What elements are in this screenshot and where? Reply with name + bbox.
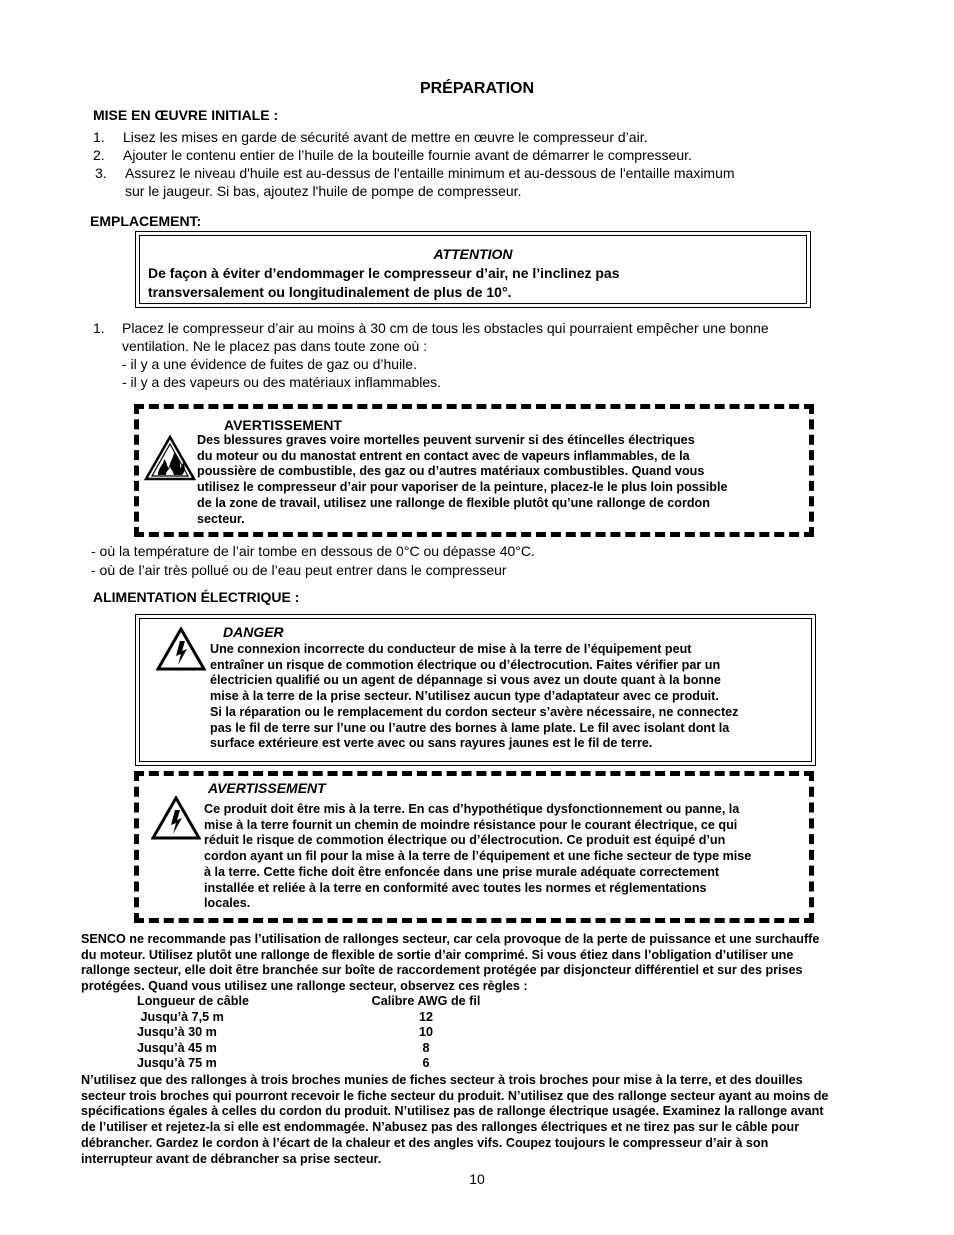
location-item: 1. Placez le compresseur d’air au moins à 30 cm de tous les obstacles qui pourraient empêcher une bonne ventilation. Ne le placez pas dans toute zone où : - il y a une évidence de fuites de gaz ou d’huile. - il y a des vapeurs ou des matériaux inflammables. [93, 320, 769, 390]
fire-warning-icon [144, 435, 196, 481]
table-row [137, 1056, 491, 1072]
table-header: Calibre AWG de fil [371, 994, 481, 1008]
danger-box [135, 614, 816, 766]
table-cell: Jusqu’à 45 m [137, 1040, 217, 1055]
danger-title: DANGER [223, 624, 284, 640]
attention-box [135, 231, 811, 308]
attention-text: De façon à éviter d’endommager le compresseur d’air, ne l’inclinez pas transversalement ou longitudinalement de plus de 10°. [148, 265, 620, 300]
location-condition: - où la température de l’air tombe en dessous de 0°C ou dépasse 40°C. [91, 543, 535, 559]
warning-title: AVERTISSEMENT [224, 417, 342, 433]
extension-cord-paragraph: SENCO ne recommande pas l’utilisation de rallonges secteur, car cela provoque de la perte de puissance et une surchauffe du moteur. Utilisez plutôt une rallonge de flexible de sortie d’air comprimé. Si vous étiez dans l’obligation d’utiliser une rallonge secteur, elle doit être branchée sur boîte de raccordement protégée par disjoncteur différentiel et sur des prises protégées. Quand vous utilisez une rallonge secteur, observez ces règles : [81, 932, 820, 994]
list-item: 3. Assurez le niveau d'huile est au-dessus de l'entaille minimum et au-dessous de l'entaille maximum sur le jaugeur. Si bas, ajoutez l'huile de pompe de compresseur. [95, 165, 735, 199]
table-row [137, 1025, 491, 1041]
attention-title: ATTENTION [433, 246, 513, 262]
page-number: 10 [469, 1171, 485, 1187]
warning-title: AVERTISSEMENT [208, 780, 326, 796]
warning-text: Des blessures graves voire mortelles peuvent survenir si des étincelles électriques du moteur ou du manostat entrent en contact avec de vapeurs inflammables, de la poussière de combustible, des gaz ou d’autres matériaux combustibles. Quand vous utilisez le compresseur d’air pour vaporiser de la peinture, placez-le le plus loin possible de la zone de travail, utilisez une rallonge de flexible plutôt qu’une rallonge de cordon secteur. [197, 433, 728, 526]
table-cell: Jusqu’à 7,5 m [137, 1009, 224, 1024]
section-heading-location: EMPLACEMENT: [90, 213, 202, 229]
list-item: 2. Ajouter le contenu entier de l’huile de la bouteille fournie avant de démarrer le compresseur. [93, 147, 692, 163]
extension-cord-rules: N’utilisez que des rallonges à trois broches munies de fiches secteur à trois broches pour mise à la terre, et des douilles secteur trois broches qui pourront recevoir le fiche secteur du produit. N’utilisez que des rallonge secteur ayant au moins de spécifications égales à celles du cordon du produit. N’utilisez pas de rallonge électrique usagée. Examinez la rallonge avant de l’utiliser et rejetez-la si elle est endommagée. N’abusez pas des rallonges électriques et ne tirez pas sur le câble pour débrancher. Gardez le cordon à l’écart de la chaleur et des angles vifs. Coupez toujours le compresseur d’air à son interrupteur avant de débrancher sa prise secteur. [81, 1073, 829, 1166]
section-heading-power: ALIMENTATION ÉLECTRIQUE : [93, 589, 300, 605]
table-cell: Jusqu’à 75 m [137, 1056, 217, 1070]
location-condition: - où de l’air très pollué ou de l’eau peut entrer dans le compresseur [91, 562, 507, 578]
table-cell: 12 [418, 1009, 433, 1024]
table-cell: 8 [422, 1040, 430, 1055]
warning-text: Ce produit doit être mis à la terre. En cas d’hypothétique dysfonctionnement ou panne, la mise à la terre fournit un chemin de moindre résistance pour le courant électrique, ce qui réduit le risque de commotion électrique ou d’électrocution. Ce produit est équipé d’un cordon ayant un fil pour la mise à la terre de l’équipement et une fiche secteur de type mise à la terre. Cette fiche doit être enfoncée dans une prise murale adéquate correctement installée et reliée à la terre en conformité avec toutes les normes et réglementations locales. [204, 802, 752, 911]
list-item: 1. Lisez les mises en garde de sécurité avant de mettre en œuvre le compresseur d’air. [93, 129, 648, 145]
page-title: PRÉPARATION [419, 80, 535, 97]
table-header-row [137, 994, 491, 1010]
electric-shock-icon [151, 796, 201, 840]
section-heading-initial: MISE EN ŒUVRE INITIALE : [93, 107, 279, 123]
danger-text: Une connexion incorrecte du conducteur de mise à la terre de l’équipement peut entraîner un risque de commotion électrique ou d’électrocution. Faites vérifier par un électricien qualifié ou un agent de dépannage si vous avez un doute quant à la bonne mise à la terre de la prise secteur. N’utilisez aucun type d’adaptateur avec ce produit. Si la réparation ou le remplacement du cordon secteur s’avère nécessaire, ne connectez pas le fil de terre sur l’une ou l’autre des bornes à lame plate. Le fil avec isolant dont la surface extérieure est verte avec ou sans rayures jaunes est le fil de terre. [210, 642, 739, 751]
table-cell: 10 [418, 1025, 433, 1039]
initial-list [93, 128, 853, 164]
table-header: Longueur de câble [137, 994, 249, 1008]
cable-gauge-table [137, 994, 491, 1072]
warning-box-electric [134, 771, 814, 923]
table-cell: 6 [422, 1056, 430, 1070]
table-cell: Jusqu’à 30 m [137, 1025, 217, 1039]
warning-box-fire [134, 404, 814, 537]
electric-shock-icon [156, 627, 206, 671]
table-row [137, 1010, 491, 1026]
table-row [137, 1041, 491, 1057]
